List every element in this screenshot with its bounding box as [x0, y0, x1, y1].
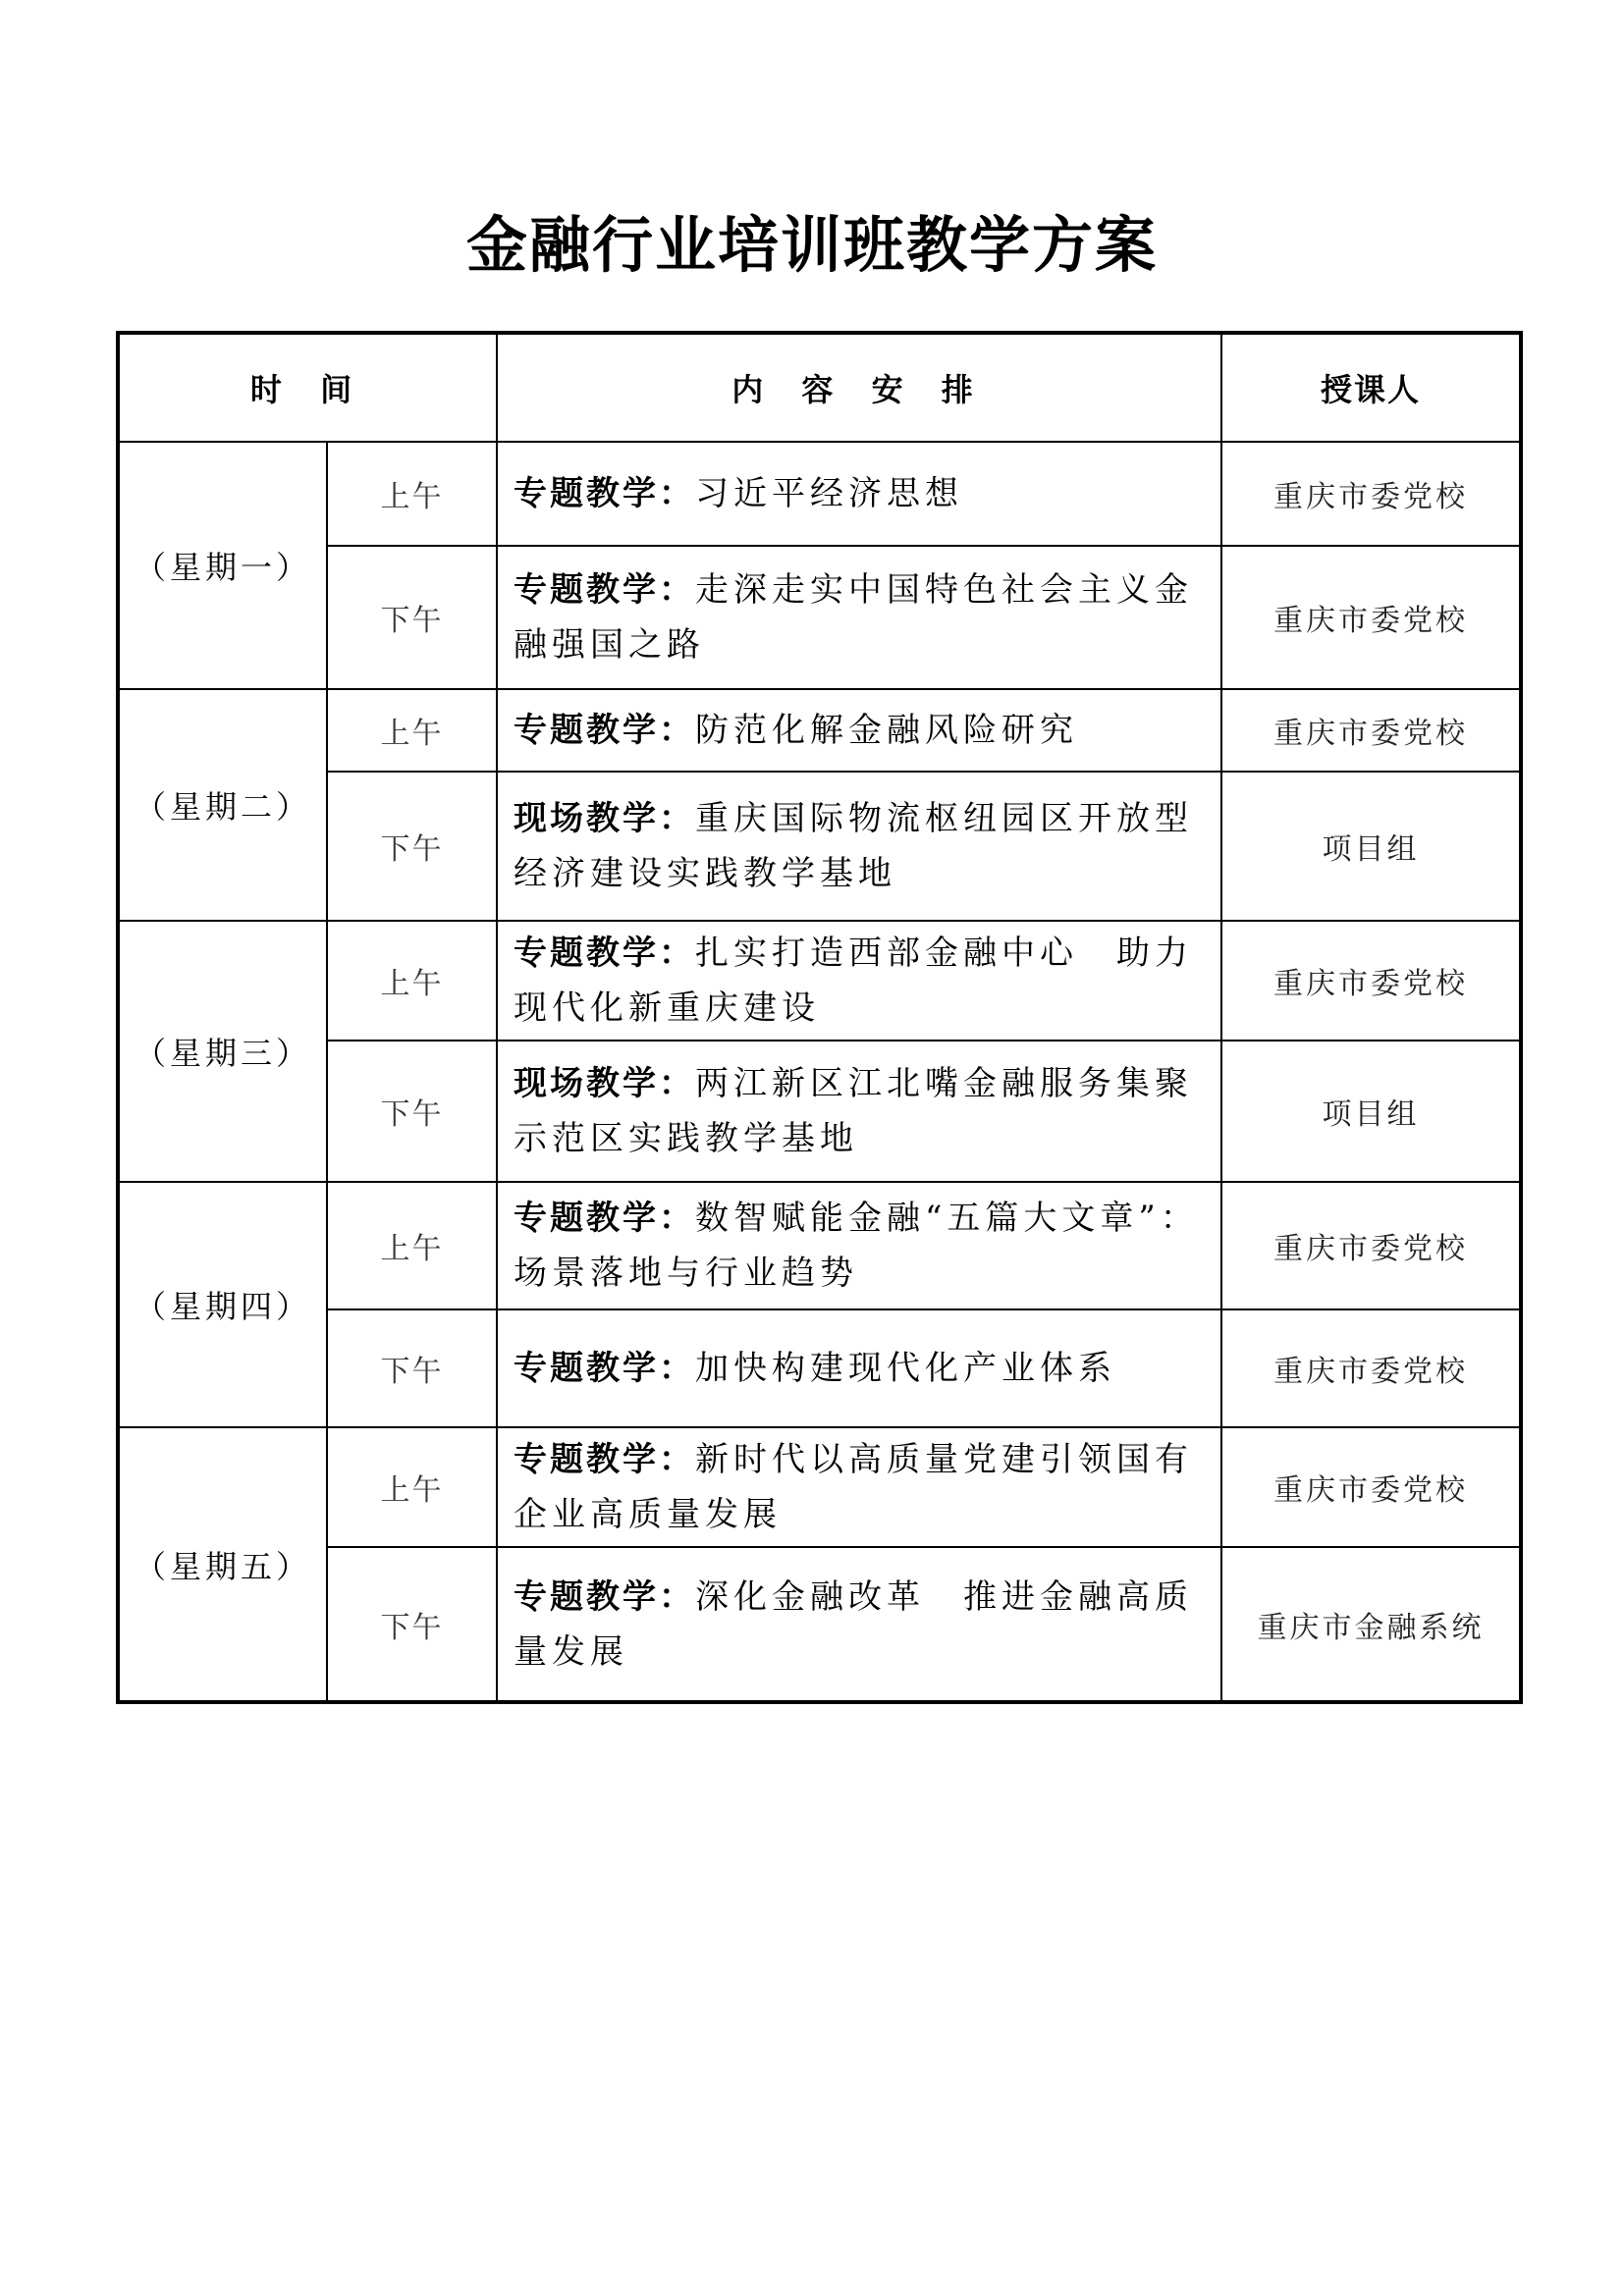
period-cell: 上午	[327, 921, 497, 1041]
period-cell: 上午	[327, 1182, 497, 1309]
period-cell: 上午	[327, 1427, 497, 1547]
content-topic: 新时代以高质量党建引领国有企业高质量发展	[514, 1440, 1193, 1534]
period-cell: 下午	[327, 1309, 497, 1427]
teacher-cell: 重庆市委党校	[1221, 1427, 1521, 1547]
period-cell: 下午	[327, 1041, 497, 1182]
content-cell	[497, 442, 1221, 546]
header-time: 时 间	[118, 333, 497, 442]
header-content: 内 容 安 排	[497, 333, 1221, 442]
header-teacher: 授课人	[1221, 333, 1521, 442]
teacher-cell: 重庆市委党校	[1221, 546, 1521, 689]
content-topic: 扎实打造西部金融中心 助力现代化新重庆建设	[514, 934, 1193, 1028]
period-cell: 上午	[327, 442, 497, 546]
content-cell	[497, 689, 1221, 772]
content-topic: 加快构建现代化产业体系	[695, 1349, 1116, 1388]
content-cell	[497, 1309, 1221, 1427]
content-cell	[497, 1427, 1221, 1547]
content-topic: 两江新区江北嘴金融服务集聚示范区实践教学基地	[514, 1064, 1193, 1158]
table-row	[118, 1309, 1521, 1427]
content-cell	[497, 1547, 1221, 1702]
content-cell	[497, 546, 1221, 689]
teacher-cell: 重庆市委党校	[1221, 1309, 1521, 1427]
day-cell: （星期三）	[118, 921, 327, 1182]
teacher-cell: 项目组	[1221, 1041, 1521, 1182]
content-type: 专题教学：	[514, 934, 695, 973]
content-topic: 深化金融改革 推进金融高质量发展	[514, 1576, 1193, 1672]
table-row	[118, 442, 1521, 546]
teacher-cell: 重庆市委党校	[1221, 1182, 1521, 1309]
period-cell: 下午	[327, 546, 497, 689]
teacher-cell: 重庆市委党校	[1221, 442, 1521, 546]
content-cell	[497, 1041, 1221, 1182]
content-type: 专题教学：	[514, 474, 695, 513]
content-type: 专题教学：	[514, 570, 695, 610]
content-type: 专题教学：	[514, 1199, 695, 1238]
day-cell: （星期四）	[118, 1182, 327, 1427]
table-row	[118, 546, 1521, 689]
table-row	[118, 1427, 1521, 1547]
content-type: 专题教学：	[514, 711, 695, 750]
content-cell	[497, 772, 1221, 921]
period-cell: 下午	[327, 1547, 497, 1702]
content-topic: 数智赋能金融“五篇大文章”：场景落地与行业趋势	[514, 1199, 1199, 1293]
header-row	[118, 333, 1521, 442]
table-row	[118, 921, 1521, 1041]
content-type: 专题教学：	[514, 1349, 695, 1388]
teacher-cell: 重庆市金融系统	[1221, 1547, 1521, 1702]
teacher-cell: 重庆市委党校	[1221, 921, 1521, 1041]
content-topic: 习近平经济思想	[695, 474, 963, 513]
teacher-cell: 项目组	[1221, 772, 1521, 921]
table-row	[118, 772, 1521, 921]
content-topic: 重庆国际物流枢纽园区开放型经济建设实践教学基地	[514, 799, 1193, 893]
table-row	[118, 1547, 1521, 1702]
content-topic: 防范化解金融风险研究	[695, 711, 1078, 750]
schedule-table	[116, 331, 1523, 1704]
table-row	[118, 1182, 1521, 1309]
content-type: 专题教学：	[514, 1576, 695, 1617]
period-cell: 上午	[327, 689, 497, 772]
period-cell: 下午	[327, 772, 497, 921]
day-cell: （星期二）	[118, 689, 327, 921]
content-cell	[497, 1182, 1221, 1309]
content-cell	[497, 921, 1221, 1041]
teacher-cell: 重庆市委党校	[1221, 689, 1521, 772]
content-type: 现场教学：	[514, 799, 695, 838]
day-cell: （星期一）	[118, 442, 327, 689]
content-type: 现场教学：	[514, 1064, 695, 1103]
day-cell: （星期五）	[118, 1427, 327, 1702]
content-topic: 走深走实中国特色社会主义金融强国之路	[514, 570, 1193, 665]
page-title: 金融行业培训班教学方案	[465, 209, 1158, 281]
content-type: 专题教学：	[514, 1440, 695, 1479]
table-row	[118, 689, 1521, 772]
table-row	[118, 1041, 1521, 1182]
